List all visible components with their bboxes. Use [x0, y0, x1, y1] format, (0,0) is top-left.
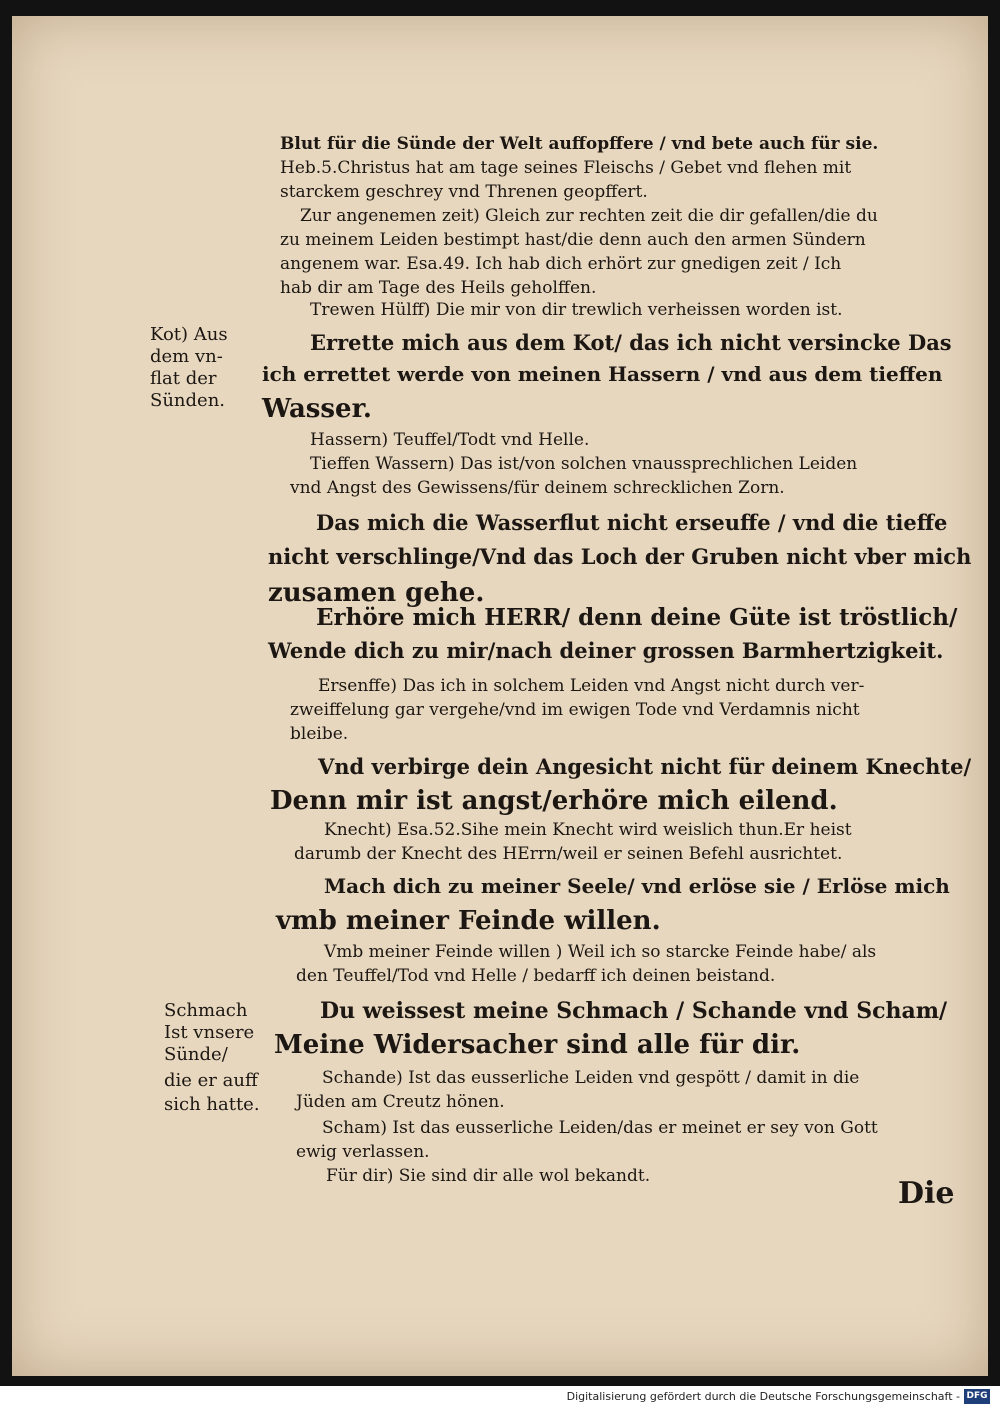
verse-line: zusamen gehe.: [268, 578, 485, 608]
text-line: Jüden am Creutz hönen.: [296, 1092, 505, 1112]
text-line: Scham) Ist das eusserliche Leiden/das er meinet er sey von Gott: [322, 1118, 878, 1138]
margin-note: flat der: [150, 368, 217, 389]
verse-line: Meine Widersacher sind alle für dir.: [274, 1030, 801, 1060]
verse-line: Denn mir ist angst/erhöre mich eilend.: [270, 786, 838, 816]
text-line: darumb der Knecht des HErrn/weil er seinen Befehl ausrichtet.: [294, 844, 843, 864]
margin-note: die er auff: [164, 1070, 258, 1091]
text-line: ewig verlassen.: [296, 1142, 430, 1162]
verse-line: Vnd verbirge dein Angesicht nicht für deinem Knechte/: [318, 754, 972, 779]
text-line: zu meinem Leiden bestimpt hast/die denn auch den armen Sündern: [280, 230, 866, 250]
funding-credit: Digitalisierung gefördert durch die Deutsche Forschungsgemeinschaft -: [566, 1390, 960, 1403]
text-line: Heb.5.Christus hat am tage seines Fleischs / Gebet vnd flehen mit: [280, 158, 852, 178]
catchword: Die: [898, 1176, 955, 1211]
verse-line: Erhöre mich HERR/ denn deine Güte ist tröstlich/: [316, 604, 958, 631]
margin-note: Sünden.: [150, 390, 226, 411]
text-line: hab dir am Tage des Heils geholffen.: [280, 278, 597, 298]
verse-line: ich errettet werde von meinen Hassern / vnd aus dem tieffen: [262, 362, 943, 386]
verse-line: Errette mich aus dem Kot/ das ich nicht versincke Das: [310, 330, 952, 355]
verse-line: nicht verschlinge/Vnd das Loch der Gruben nicht vber mich: [268, 544, 972, 569]
text-line: bleibe.: [290, 724, 349, 744]
dfg-logo-icon: DFG: [964, 1389, 990, 1404]
text-line: Zur angenemen zeit) Gleich zur rechten zeit die dir gefallen/die du: [300, 206, 878, 226]
text-line: Ersenffe) Das ich in solchem Leiden vnd Angst nicht durch ver-: [318, 676, 865, 696]
verse-line: Wende dich zu mir/nach deiner grossen Barmhertzigkeit.: [268, 638, 944, 663]
text-line: Hassern) Teuffel/Todt vnd Helle.: [310, 430, 590, 450]
text-line: Blut für die Sünde der Welt auffopffere / vnd bete auch für sie.: [280, 134, 879, 154]
margin-note: sich hatte.: [164, 1094, 260, 1115]
text-line: vnd Angst des Gewissens/für deinem schrecklichen Zorn.: [290, 478, 785, 498]
verse-line: vmb meiner Feinde willen.: [276, 906, 661, 936]
margin-note: Sünde/: [164, 1044, 228, 1065]
text-line: Vmb meiner Feinde willen ) Weil ich so starcke Feinde habe/ als: [324, 942, 877, 962]
book-page: [12, 16, 988, 1376]
text-line: den Teuffel/Tod vnd Helle / bedarff ich deinen beistand.: [296, 966, 776, 986]
verse-line: Das mich die Wasserflut nicht erseuffe / vnd die tieffe: [316, 510, 948, 535]
text-line: Knecht) Esa.52.Sihe mein Knecht wird weislich thun.Er heist: [324, 820, 852, 840]
verse-line: Mach dich zu meiner Seele/ vnd erlöse sie / Erlöse mich: [324, 874, 950, 898]
verse-line: Du weissest meine Schmach / Schande vnd Scham/: [320, 998, 948, 1024]
text-line: Trewen Hülff) Die mir von dir trewlich verheissen worden ist.: [310, 300, 843, 320]
footer-bar: [0, 1386, 1000, 1409]
verse-line: Wasser.: [262, 394, 372, 424]
margin-note: Schmach: [164, 1000, 248, 1021]
margin-note: Ist vnsere: [164, 1022, 255, 1043]
text-line: Für dir) Sie sind dir alle wol bekandt.: [326, 1166, 651, 1186]
text-line: starckem geschrey vnd Threnen geopffert.: [280, 182, 648, 202]
text-line: angenem war. Esa.49. Ich hab dich erhört zur gnedigen zeit / Ich: [280, 254, 842, 274]
text-line: Tieffen Wassern) Das ist/von solchen vnaussprechlichen Leiden: [310, 454, 858, 474]
margin-note: dem vn-: [150, 346, 223, 367]
text-line: Schande) Ist das eusserliche Leiden vnd gespött / damit in die: [322, 1068, 860, 1088]
margin-note: Kot) Aus: [150, 324, 228, 345]
text-line: zweiffelung gar vergehe/vnd im ewigen Tode vnd Verdamnis nicht: [290, 700, 860, 720]
